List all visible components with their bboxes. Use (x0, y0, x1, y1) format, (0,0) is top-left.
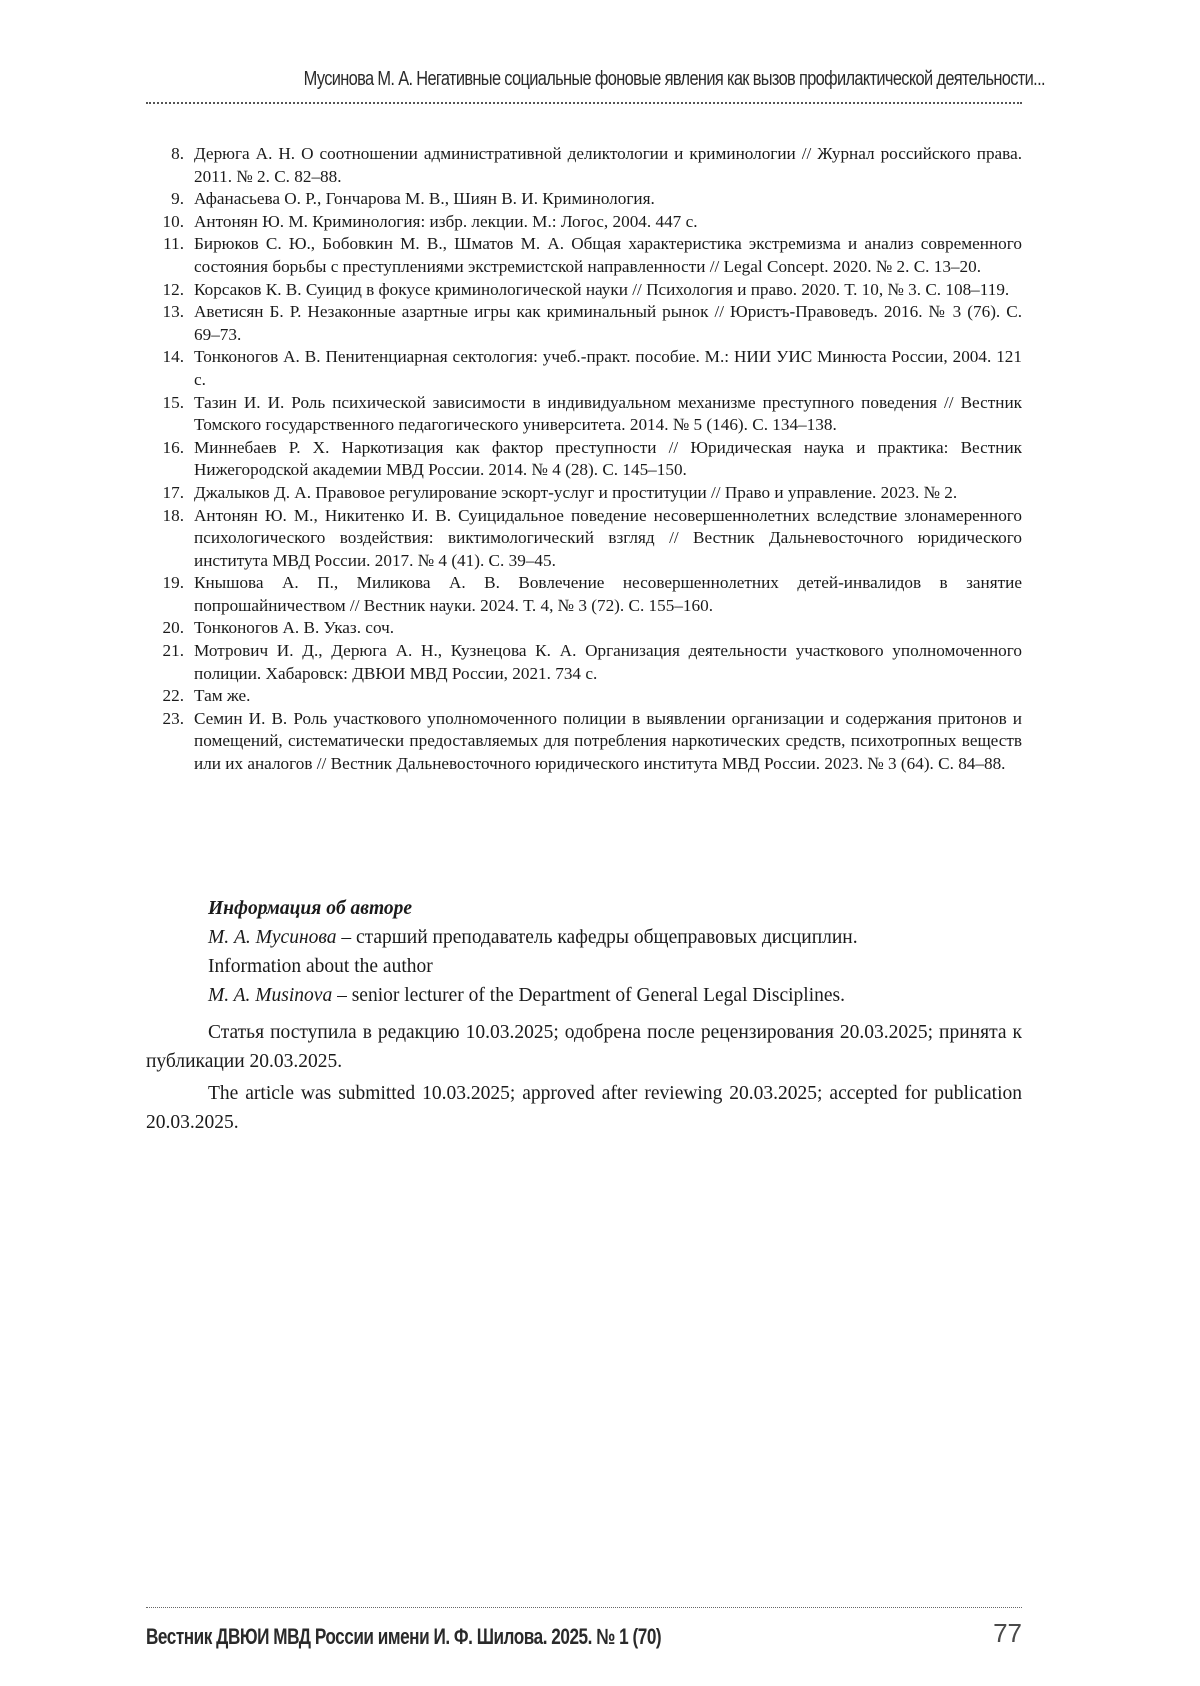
reference-list (146, 143, 1022, 776)
reference-text: Миннебаев Р. Х. Наркотизация как фактор преступности // Юридическая наука и практика: Вестник Нижегородской академии МВД России. 2014. № 4 (28). С. 145–150. (194, 437, 1022, 480)
author-heading-ru: Информация об авторе (208, 898, 413, 919)
reference-number: 22. (162, 686, 184, 706)
reference-number: 8. (171, 144, 184, 163)
author-position-ru: – старший преподаватель кафедры общеправовых дисциплин. (336, 927, 858, 948)
reference-item (146, 482, 1022, 505)
reference-text: Семин И. В. Роль участкового уполномоченного полиции в выявлении организации и содержания притонов и помещений, систематически предоставляемых для потребления наркотических средств, психотропных веществ или их аналогов // Вестник Дальневосточного юридического института МВД России. 2023. № 3 (64). С. 84–88. (194, 708, 1022, 774)
author-heading-en: Information about the author (208, 956, 433, 977)
reference-number: 23. (162, 708, 184, 728)
reference-number: 14. (162, 347, 184, 367)
reference-text: Корсаков К. В. Суицид в фокусе криминологической науки // Психология и право. 2020. Т. 10, № 3. С. 108–119. (194, 279, 1010, 299)
reference-number: 10. (162, 211, 184, 231)
reference-item (146, 392, 1022, 437)
footer-journal-title: Вестник ДВЮИ МВД России имени И. Ф. Шилова. 2025. № 1 (70) (146, 1624, 662, 1649)
reference-item (146, 188, 1022, 211)
author-line-en (208, 981, 1022, 1010)
author-line-ru (208, 923, 1022, 952)
author-info (208, 894, 1022, 1010)
reference-item (146, 279, 1022, 302)
page-number: 77 (993, 1618, 1022, 1648)
running-header: Мусинова М. А. Негативные социальные фоновые явления как вызов профилактической деятельности... (303, 68, 1045, 90)
dates-en: The article was submitted 10.03.2025; approved after reviewing 20.03.2025; accepted for publication 20.03.2025. (146, 1083, 1022, 1133)
reference-number: 11. (163, 234, 184, 254)
reference-item (146, 211, 1022, 234)
reference-item (146, 505, 1022, 573)
reference-number: 20. (162, 618, 184, 638)
reference-number: 21. (162, 641, 184, 661)
reference-number: 16. (162, 437, 184, 457)
header-divider (146, 102, 1022, 104)
reference-text: Кнышова А. П., Миликова А. В. Вовлечение несовершеннолетних детей-инвалидов в занятие попрошайничеством // Вестник науки. 2024. Т. 4, № 3 (72). С. 155–160. (194, 573, 1022, 615)
reference-item (146, 437, 1022, 482)
reference-text: Там же. (194, 686, 251, 706)
reference-text: Антонян Ю. М., Никитенко И. В. Суицидальное поведение несовершеннолетних вследствие злонамеренного психологического воздействия: виктимологический взгляд // Вестник Дальневосточного юридического института МВД России. 2017. № 4 (41). С. 39–45. (194, 505, 1022, 570)
reference-text: Дерюга А. Н. О соотношении административной деликтологии и криминологии // Журнал российского права. 2011. № 2. С. 82–88. (194, 144, 1022, 186)
reference-text: Тонконогов А. В. Указ. соч. (194, 618, 395, 638)
reference-text: Афанасьева О. Р., Гончарова М. В., Шиян В. И. Криминология. (194, 189, 655, 209)
reference-number: 12. (162, 279, 184, 299)
reference-text: Тонконогов А. В. Пенитенциарная сектология: учеб.-практ. пособие. М.: НИИ УИС Минюста России, 2004. 121 с. (194, 347, 1022, 389)
reference-item (146, 346, 1022, 391)
reference-item (146, 143, 1022, 188)
reference-number: 13. (162, 302, 184, 322)
reference-item (146, 572, 1022, 617)
reference-text: Антонян Ю. М. Криминология: избр. лекции. М.: Логос, 2004. 447 с. (194, 211, 698, 231)
reference-text: Джалыков Д. А. Правовое регулирование эскорт-услуг и проституции // Право и управление. 2023. № 2. (194, 482, 958, 502)
reference-item (146, 685, 1022, 708)
author-name-ru: М. А. Мусинова (208, 927, 337, 948)
article-dates (146, 1018, 1022, 1140)
author-name-en: M. A. Musinova (208, 985, 333, 1006)
author-position-en: – senior lecturer of the Department of General Legal Disciplines. (332, 985, 845, 1006)
reference-item (146, 640, 1022, 685)
reference-number: 18. (162, 505, 184, 525)
reference-number: 17. (162, 482, 184, 502)
reference-item (146, 617, 1022, 640)
reference-number: 15. (162, 392, 184, 412)
reference-text: Аветисян Б. Р. Незаконные азартные игры как криминальный рынок // Юристъ-Правоведъ. 2016. № 3 (76). С. 69–73. (194, 302, 1022, 344)
reference-item (146, 301, 1022, 346)
reference-text: Мотрович И. Д., Дерюга А. Н., Кузнецова К. А. Организация деятельности участкового уполномоченного полиции. Хабаровск: ДВЮИ МВД России, 2021. 734 с. (194, 641, 1022, 683)
footer-divider (146, 1607, 1022, 1608)
reference-text: Тазин И. И. Роль психической зависимости в индивидуальном механизме преступного поведения // Вестник Томского государственного педагогического университета. 2014. № 5 (146). С. 134–138. (194, 392, 1022, 435)
reference-text: Бирюков С. Ю., Бобовкин М. В., Шматов М. А. Общая характеристика экстремизма и анализ современного состояния борьбы с преступлениями экстремистской направленности // Legal Concept. 2020. № 2. С. 13–20. (194, 234, 1022, 276)
reference-item (146, 233, 1022, 278)
reference-number: 9. (171, 189, 184, 209)
reference-number: 19. (162, 573, 184, 593)
reference-item (146, 708, 1022, 776)
dates-ru: Статья поступила в редакцию 10.03.2025; одобрена после рецензирования 20.03.2025; принята к публикации 20.03.2025. (146, 1022, 1022, 1072)
